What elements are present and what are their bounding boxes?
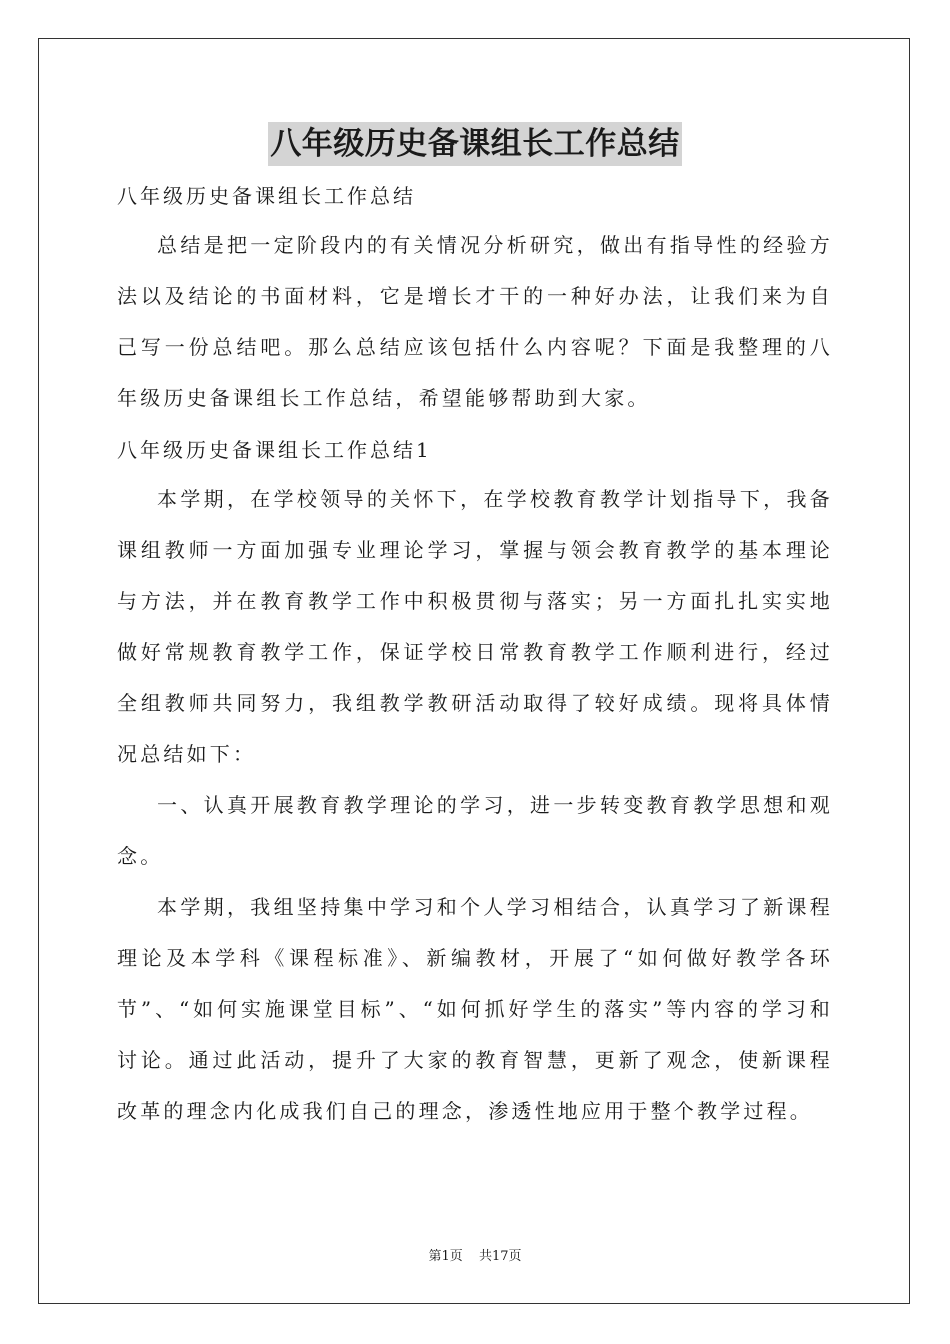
title-wrap [117,122,833,170]
page-footer [0,1245,950,1264]
section-heading: 八年级历史备课组长工作总结1 [117,438,432,462]
page-number: 第1页 [428,1249,463,1264]
page-total: 共17页 [478,1249,522,1264]
intro-paragraph: 总结是把一定阶段内的有关情况分析研究，做出有指导性的经验方法以及结论的书面材料，它是增长才干的一种好办法，让我们来为自己写一份总结吧。那么总结应该包括什么内容呢？下面是我整理的八年级历史备课组长工作总结，希望能够帮助到大家。 [117,233,833,410]
body-paragraph-2: 一、认真开展教育教学理论的学习，进一步转变教育教学思想和观念。 [117,793,833,868]
body-paragraph-1: 本学期，在学校领导的关怀下，在学校教育教学计划指导下，我备课组教师一方面加强专业理论学习，掌握与领会教育教学的基本理论与方法，并在教育教学工作中积极贯彻与落实；另一方面扎扎实实地做好常规教育教学工作，保证学校日常教育教学工作顺利进行，经过全组教师共同努力，我组教学教研活动取得了较好成绩。现将具体情况总结如下： [117,487,833,766]
document-body [117,122,833,1137]
document-subtitle: 八年级历史备课组长工作总结 [117,184,416,208]
document-title: 八年级历史备课组长工作总结 [268,122,682,166]
body-paragraph-3: 本学期，我组坚持集中学习和个人学习相结合，认真学习了新课程理论及本学科《课程标准》、新编教材，开展了“如何做好教学各环节”、“如何实施课堂目标”、“如何抓好学生的落实”等内容的学习和讨论。通过此活动，提升了大家的教育智慧，更新了观念，使新课程改革的理念内化成我们自己的理念，渗透性地应用于整个教学过程。 [117,895,833,1123]
